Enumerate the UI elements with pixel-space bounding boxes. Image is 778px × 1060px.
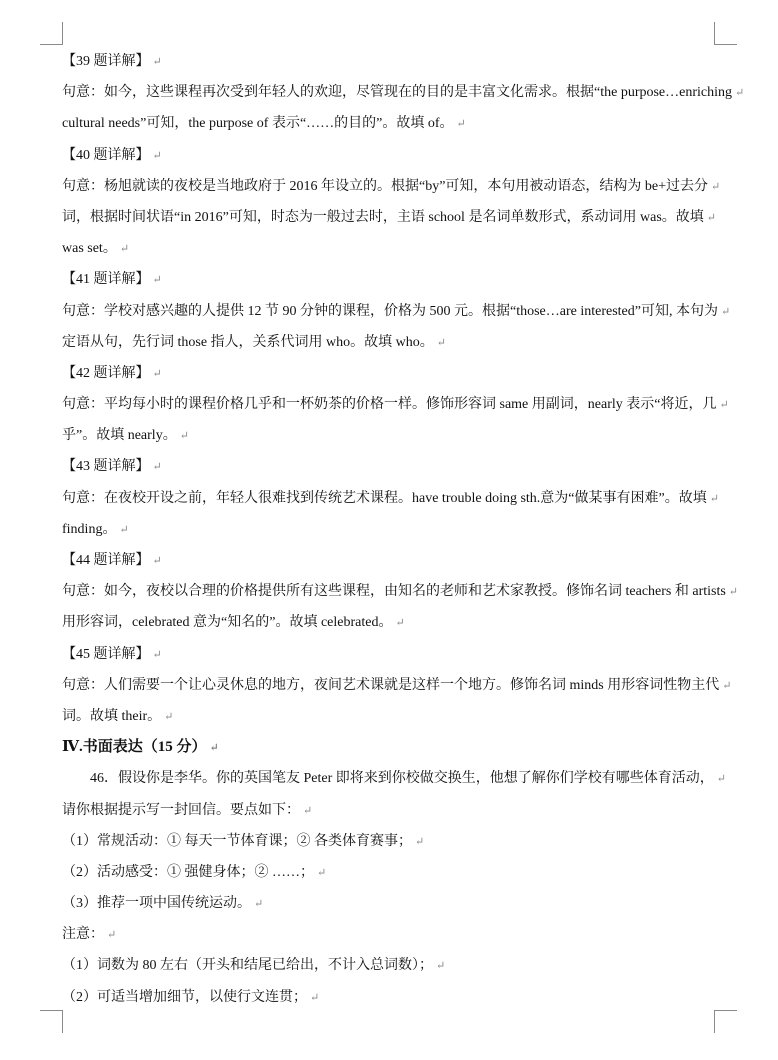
paragraph-mark-icon: ↵ [456, 118, 466, 131]
paragraph-mark-icon: ↵ [395, 617, 405, 630]
paragraph-mark-icon: ↵ [709, 492, 719, 505]
paragraph-mark-icon: ↵ [164, 710, 174, 723]
paragraph-mark-icon: ↵ [107, 929, 117, 942]
paragraph-mark-icon: ↵ [436, 336, 446, 349]
text-line [62, 607, 716, 638]
line-text: 【45 题详解】 [62, 646, 150, 662]
line-text: （2）可适当增加细节，以使行文连贯； [62, 989, 307, 1005]
text-line [62, 795, 716, 826]
text-line [62, 639, 716, 670]
paragraph-mark-icon: ↵ [119, 243, 130, 256]
line-text: 句意：杨旭就读的夜校是当地政府于 2016 年设立的。根据“by”可知，本句用被动语态，结构为 be+过去分 [62, 178, 709, 194]
section-heading [62, 732, 716, 763]
paragraph-mark-icon: ↵ [310, 991, 320, 1004]
text-line [62, 108, 716, 139]
paragraph-mark-icon: ↵ [152, 648, 162, 661]
text-line [62, 763, 726, 794]
paragraph-mark-icon: ↵ [152, 367, 162, 380]
text-line [62, 982, 716, 1013]
line-text: 词，根据时间状语“in 2016”可知，时态为一般过去时，主语 school 是名词单数形式，系动词用 was。故填 [62, 209, 704, 225]
line-text: （1）常规活动：① 每天一节体育课；② 各类体育赛事； [62, 833, 412, 849]
document-body [62, 46, 745, 1013]
text-line [62, 545, 716, 576]
line-text: 乎”。故填 nearly。 [62, 428, 177, 444]
paragraph-mark-icon: ↵ [317, 866, 327, 879]
paragraph-mark-icon: ↵ [152, 274, 162, 287]
line-text: 句意：学校对感兴趣的人提供 12 节 90 分钟的课程，价格为 500 元。根据“those…are interested”可知, 本句为 [62, 303, 718, 319]
line-text: 定语从句，先行词 those 指人，关系代词用 who。故填 who。 [62, 334, 434, 350]
text-line [62, 701, 716, 732]
text-line [62, 576, 739, 607]
line-text: 句意：如今，夜校以合理的价格提供所有这些课程，由知名的老师和艺术家教授。修饰名词 teachers 和 artists [62, 584, 726, 600]
text-line [62, 233, 716, 264]
line-text: 【43 题详解】 [62, 459, 150, 475]
crop-mark-bottom-left [40, 1010, 63, 1033]
crop-mark-top-left [40, 22, 63, 45]
line-text: Ⅳ.书面表达（15 分） [62, 739, 207, 756]
paragraph-mark-icon: ↵ [152, 461, 162, 474]
paragraph-mark-icon: ↵ [719, 399, 729, 412]
line-text: （3）推荐一项中国传统运动。 [62, 896, 251, 912]
text-line [62, 296, 731, 327]
crop-mark-top-right [714, 22, 737, 45]
paragraph-mark-icon: ↵ [436, 960, 446, 973]
text-line [62, 358, 716, 389]
text-line [62, 77, 745, 108]
text-line [62, 826, 716, 857]
paragraph-mark-icon: ↵ [303, 804, 313, 817]
text-line [62, 46, 716, 77]
text-line [62, 857, 716, 888]
text-line [62, 919, 716, 950]
line-text: was set。 [62, 241, 117, 257]
paragraph-mark-icon: ↵ [716, 773, 726, 786]
paragraph-mark-icon: ↵ [152, 555, 162, 567]
line-text: finding。 [62, 521, 117, 537]
paragraph-mark-icon: ↵ [209, 742, 219, 755]
paragraph-mark-icon: ↵ [152, 149, 162, 162]
line-text: 句意：如今，这些课程再次受到年轻人的欢迎，尽管现在的目的是丰富文化需求。根据“the purpose…enriching [62, 85, 733, 101]
paragraph-mark-icon: ↵ [722, 679, 732, 692]
text-line [62, 420, 716, 451]
line-text: 【44 题详解】 [62, 553, 150, 568]
paragraph-mark-icon: ↵ [179, 430, 189, 443]
paragraph-mark-icon: ↵ [728, 586, 739, 599]
text-line [62, 171, 721, 202]
text-line [62, 140, 716, 171]
line-text: 句意：平均每小时的课程价格几乎和一杯奶茶的价格一样。修饰形容词 same 用副词，nearly 表示“将近，几 [62, 397, 717, 413]
crop-mark-bottom-right [714, 1010, 737, 1033]
text-line [62, 670, 732, 701]
paragraph-mark-icon: ↵ [254, 898, 264, 911]
line-text: 词。故填 their。 [62, 708, 162, 724]
line-text: 【41 题详解】 [62, 272, 150, 288]
paragraph-mark-icon: ↵ [721, 305, 731, 318]
text-line [62, 389, 729, 420]
line-text: 句意：人们需要一个让心灵休息的地方，夜间艺术课就是这样一个地方。修饰名词 minds 用形容词性物主代 [62, 677, 720, 693]
line-text: （2）活动感受：① 强健身体；② ……； [62, 864, 314, 880]
text-line [62, 327, 716, 358]
line-text: 46．假设你是李华。你的英国笔友 Peter 即将来到你校做交换生，他想了解你们学校有哪些体育活动， [90, 771, 714, 787]
paragraph-mark-icon: ↵ [711, 180, 721, 193]
line-text: cultural needs”可知，the purpose of 表示“……的目的”。故填 of。 [62, 116, 454, 132]
line-text: 用形容词，celebrated 意为“知名的”。故填 celebrated。 [62, 615, 393, 631]
line-text: 【42 题详解】 [62, 365, 150, 381]
text-line [62, 451, 716, 482]
line-text: （1）词数为 80 左右（开头和结尾已给出，不计入总词数）； [62, 958, 433, 974]
line-text: 【39 题详解】 [62, 54, 150, 69]
text-line [62, 514, 716, 545]
paragraph-mark-icon: ↵ [706, 211, 716, 224]
paragraph-mark-icon: ↵ [152, 56, 162, 68]
text-line [62, 888, 716, 919]
text-line [62, 264, 716, 295]
text-line [62, 202, 716, 233]
paragraph-mark-icon: ↵ [415, 835, 425, 848]
paragraph-mark-icon: ↵ [119, 523, 129, 536]
line-text: 【40 题详解】 [62, 147, 150, 163]
text-line [62, 950, 716, 981]
line-text: 请你根据提示写一封回信。要点如下： [62, 802, 300, 818]
paragraph-mark-icon: ↵ [735, 87, 745, 100]
text-line [62, 483, 719, 514]
line-text: 注意： [62, 927, 104, 943]
line-text: 句意：在夜校开设之前，年轻人很难找到传统艺术课程。have trouble doing sth.意为“做某事有困难”。故填 [62, 490, 707, 506]
